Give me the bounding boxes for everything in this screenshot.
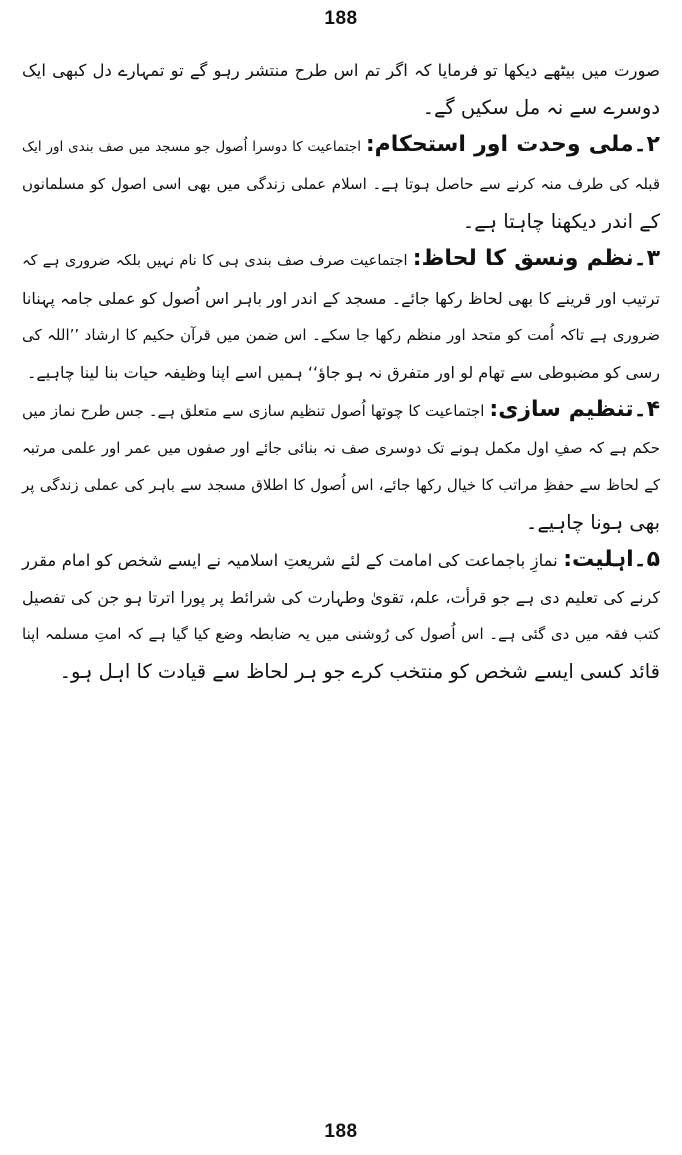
paragraph-4: [22, 391, 660, 541]
text-line: رسی کو مضبوطی سے تھام لو اور متفرق نہ ہو جاؤ‘‘ ہمیں اسے اپنا وظیفہ حیات بنا لینا چاہیے۔: [27, 363, 660, 382]
paragraph-3: [22, 240, 660, 391]
text-line: ترتیب اور قرینے کا بھی لحاظ رکھا جائے۔ مسجد کے اندر اور باہر اس اُصول کو عملی جامہ پہنانا: [22, 289, 660, 308]
text-line: [22, 240, 660, 280]
text-line: بھی ہونا چاہیے۔: [525, 511, 660, 534]
text-fragment: اجتماعیت کا دوسرا اُصول جو مسجد میں صف بندی اور ایک: [22, 139, 366, 155]
section-heading: ۵۔اہلیت:: [563, 547, 660, 572]
text-line: [22, 541, 660, 579]
paragraph-5: [22, 541, 660, 690]
text-line: قائد کسی ایسے شخص کو منتخب کرے جو ہر لحاظ سے قیادت کا اہل ہو۔: [59, 660, 660, 683]
page-body: [22, 52, 660, 690]
paragraph-1: [22, 52, 660, 126]
paragraph-2: [22, 126, 660, 240]
text-line: حکم ہے کہ صفِ اول مکمل ہونے تک دوسری صف نہ بنائی جائے اور صفوں میں عمر اور علمی مرتبہ: [22, 439, 660, 457]
text-line: صورت میں بیٹھے دیکھا تو فرمایا کہ اگر تم اس طرح منتشر رہو گے تو تمہارے دل کبھی ایک: [22, 61, 660, 80]
text-line: قبلہ کی طرف منہ کرنے سے حاصل ہوتا ہے۔ اسلام عملی زندگی میں بھی اسی اصول کو مسلمانوں: [22, 175, 660, 193]
text-line: کرنے کی تعلیم دی ہے جو قرأت، علم، تقویٰ وطہارت کی شرائط پر پورا اترتا ہو جن کی تفصیل: [22, 588, 660, 607]
text-fragment: نمازِ باجماعت کی امامت کے لئے شریعتِ اسلامیہ نے ایسے شخص کو امام مقرر: [22, 551, 564, 570]
text-line: کتب فقہ میں دی گئی ہے۔ اس اُصول کی رُوشنی میں یہ ضابطہ وضع کیا گیا ہے کہ امتِ مسلمہ اپنا: [22, 625, 660, 643]
text-line: [22, 126, 660, 166]
text-line: کے لحاظ سے حفظِ مراتب کا خیال رکھا جائے، اس اُصول کا اطلاق مسجد سے باہر کی عملی زندگی پر: [22, 476, 660, 494]
text-line: کے اندر دیکھنا چاہتا ہے۔: [462, 210, 660, 233]
text-fragment: اجتماعیت صرف صف بندی ہی کا نام نہیں بلکہ ضروری ہے کہ: [22, 253, 413, 269]
text-line: [22, 391, 660, 430]
text-fragment: اجتماعیت کا چوتھا اُصول تنظیم سازی سے متعلق ہے۔ جس طرح نماز میں: [22, 402, 490, 420]
text-line: ضروری ہے تاکہ اُمت کو متحد اور منظم رکھا جا سکے۔ اس ضمن میں قرآن حکیم کا ارشاد ’’اللہ کی: [22, 326, 660, 344]
page-number-top: 188: [324, 8, 358, 29]
section-heading: ۴۔تنظیم سازی:: [489, 397, 660, 422]
section-heading: ۲۔ملی وحدت اور استحکام:: [365, 132, 660, 157]
section-heading: ۳۔نظم ونسق کا لحاظ:: [412, 246, 660, 271]
page-number-bottom: 188: [324, 1121, 358, 1142]
text-line: دوسرے سے نہ مل سکیں گے۔: [422, 96, 660, 119]
